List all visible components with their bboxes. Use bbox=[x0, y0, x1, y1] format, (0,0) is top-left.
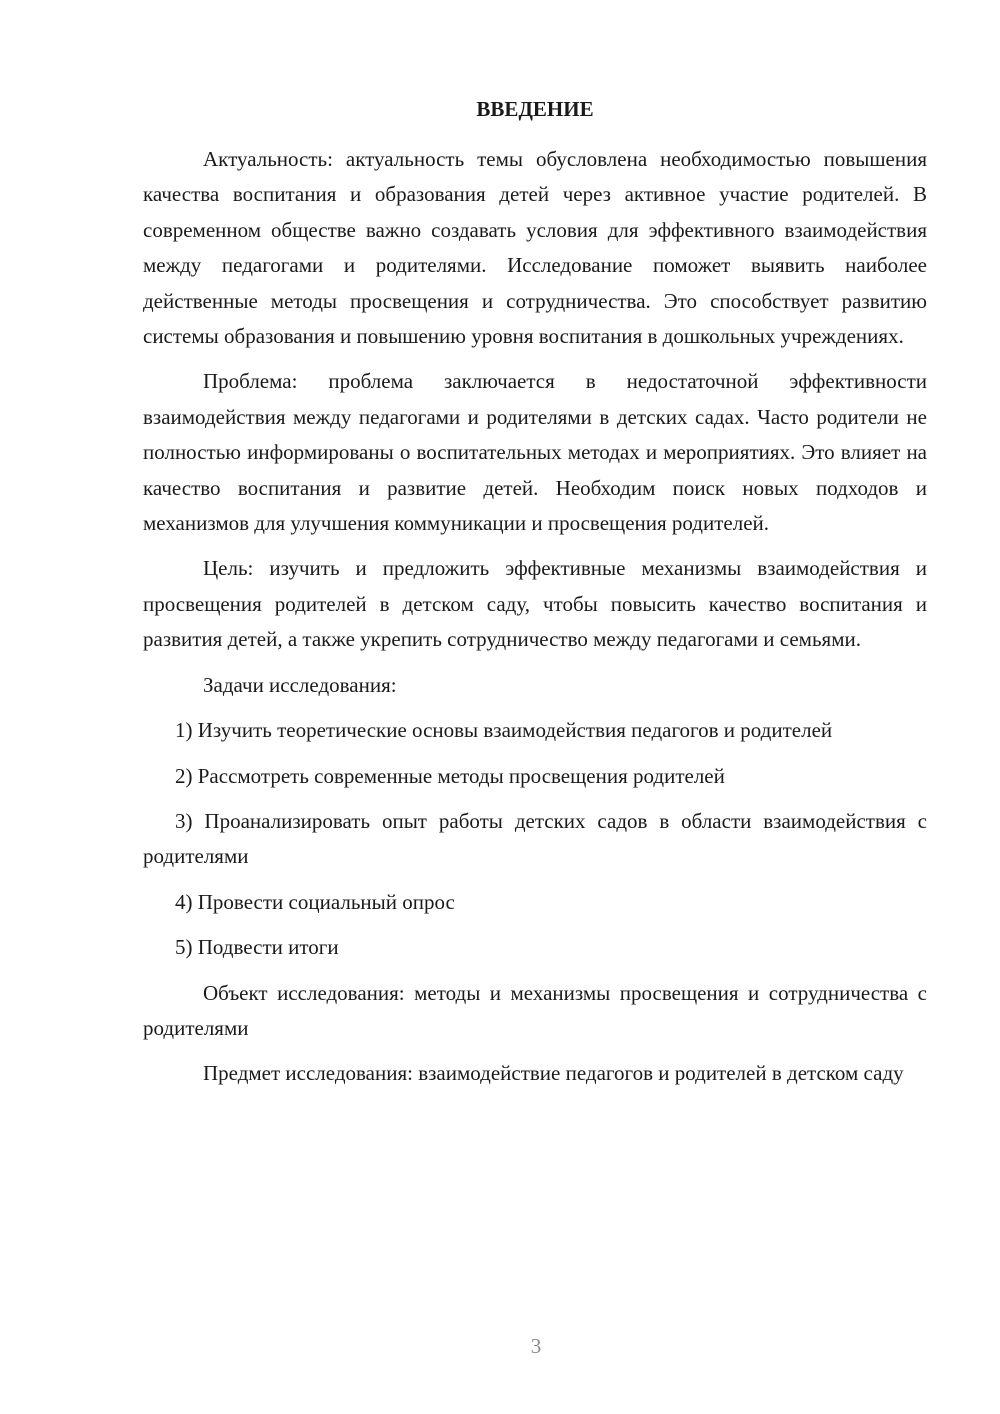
task-item-3: 3) Проанализировать опыт работы детских садов в области взаимодействия с родителями bbox=[143, 808, 927, 869]
subject-paragraph: Предмет исследования: взаимодействие педагогов и родителей в детском саду bbox=[203, 1061, 904, 1086]
tasks-title: Задачи исследования: bbox=[203, 672, 397, 697]
goal-paragraph: Цель: изучить и предложить эффективные механизмы взаимодействия и просвещения родителей в детском саду, чтобы повысить качество воспитания и развития детей, а также укрепить сотрудничество между педагогами и семьями. bbox=[143, 556, 927, 652]
problem-paragraph: Проблема: проблема заключается в недостаточной эффективности взаимодействия между педагогами и родителями в детских садах. Часто родители не полностью информированы о воспитательных методах и мероприятиях. Это влияет на качество воспитания и развитие детей. Необходим поиск новых подходов и механизмов для улучшения коммуникации и просвещения родителей. bbox=[143, 369, 927, 536]
task-item-2: 2) Рассмотреть современные методы просвещения родителей bbox=[175, 763, 725, 788]
object-paragraph: Объект исследования: методы и механизмы просвещения и сотрудничества с родителями bbox=[143, 980, 927, 1040]
task-item-5: 5) Подвести итоги bbox=[175, 935, 339, 960]
task-item-1: 1) Изучить теоретические основы взаимодействия педагогов и родителей bbox=[175, 718, 833, 743]
document-page bbox=[143, 92, 927, 1092]
page-number: 3 bbox=[530, 1334, 542, 1358]
task-item-4: 4) Провести социальный опрос bbox=[175, 889, 455, 914]
section-heading: ВВЕДЕНИЕ bbox=[476, 97, 594, 121]
relevance-paragraph: Актуальность: актуальность темы обусловлена необходимостью повышения качества воспитания и образования детей через активное участие родителей. В современном обществе важно создавать условия для эффективного взаимодействия между педагогами и родителями. Исследование поможет выявить наиболее действенные методы просвещения и сотрудничества. Это способствует развитию системы образования и повышению уровня воспитания в дошкольных учреждениях. bbox=[143, 147, 927, 349]
